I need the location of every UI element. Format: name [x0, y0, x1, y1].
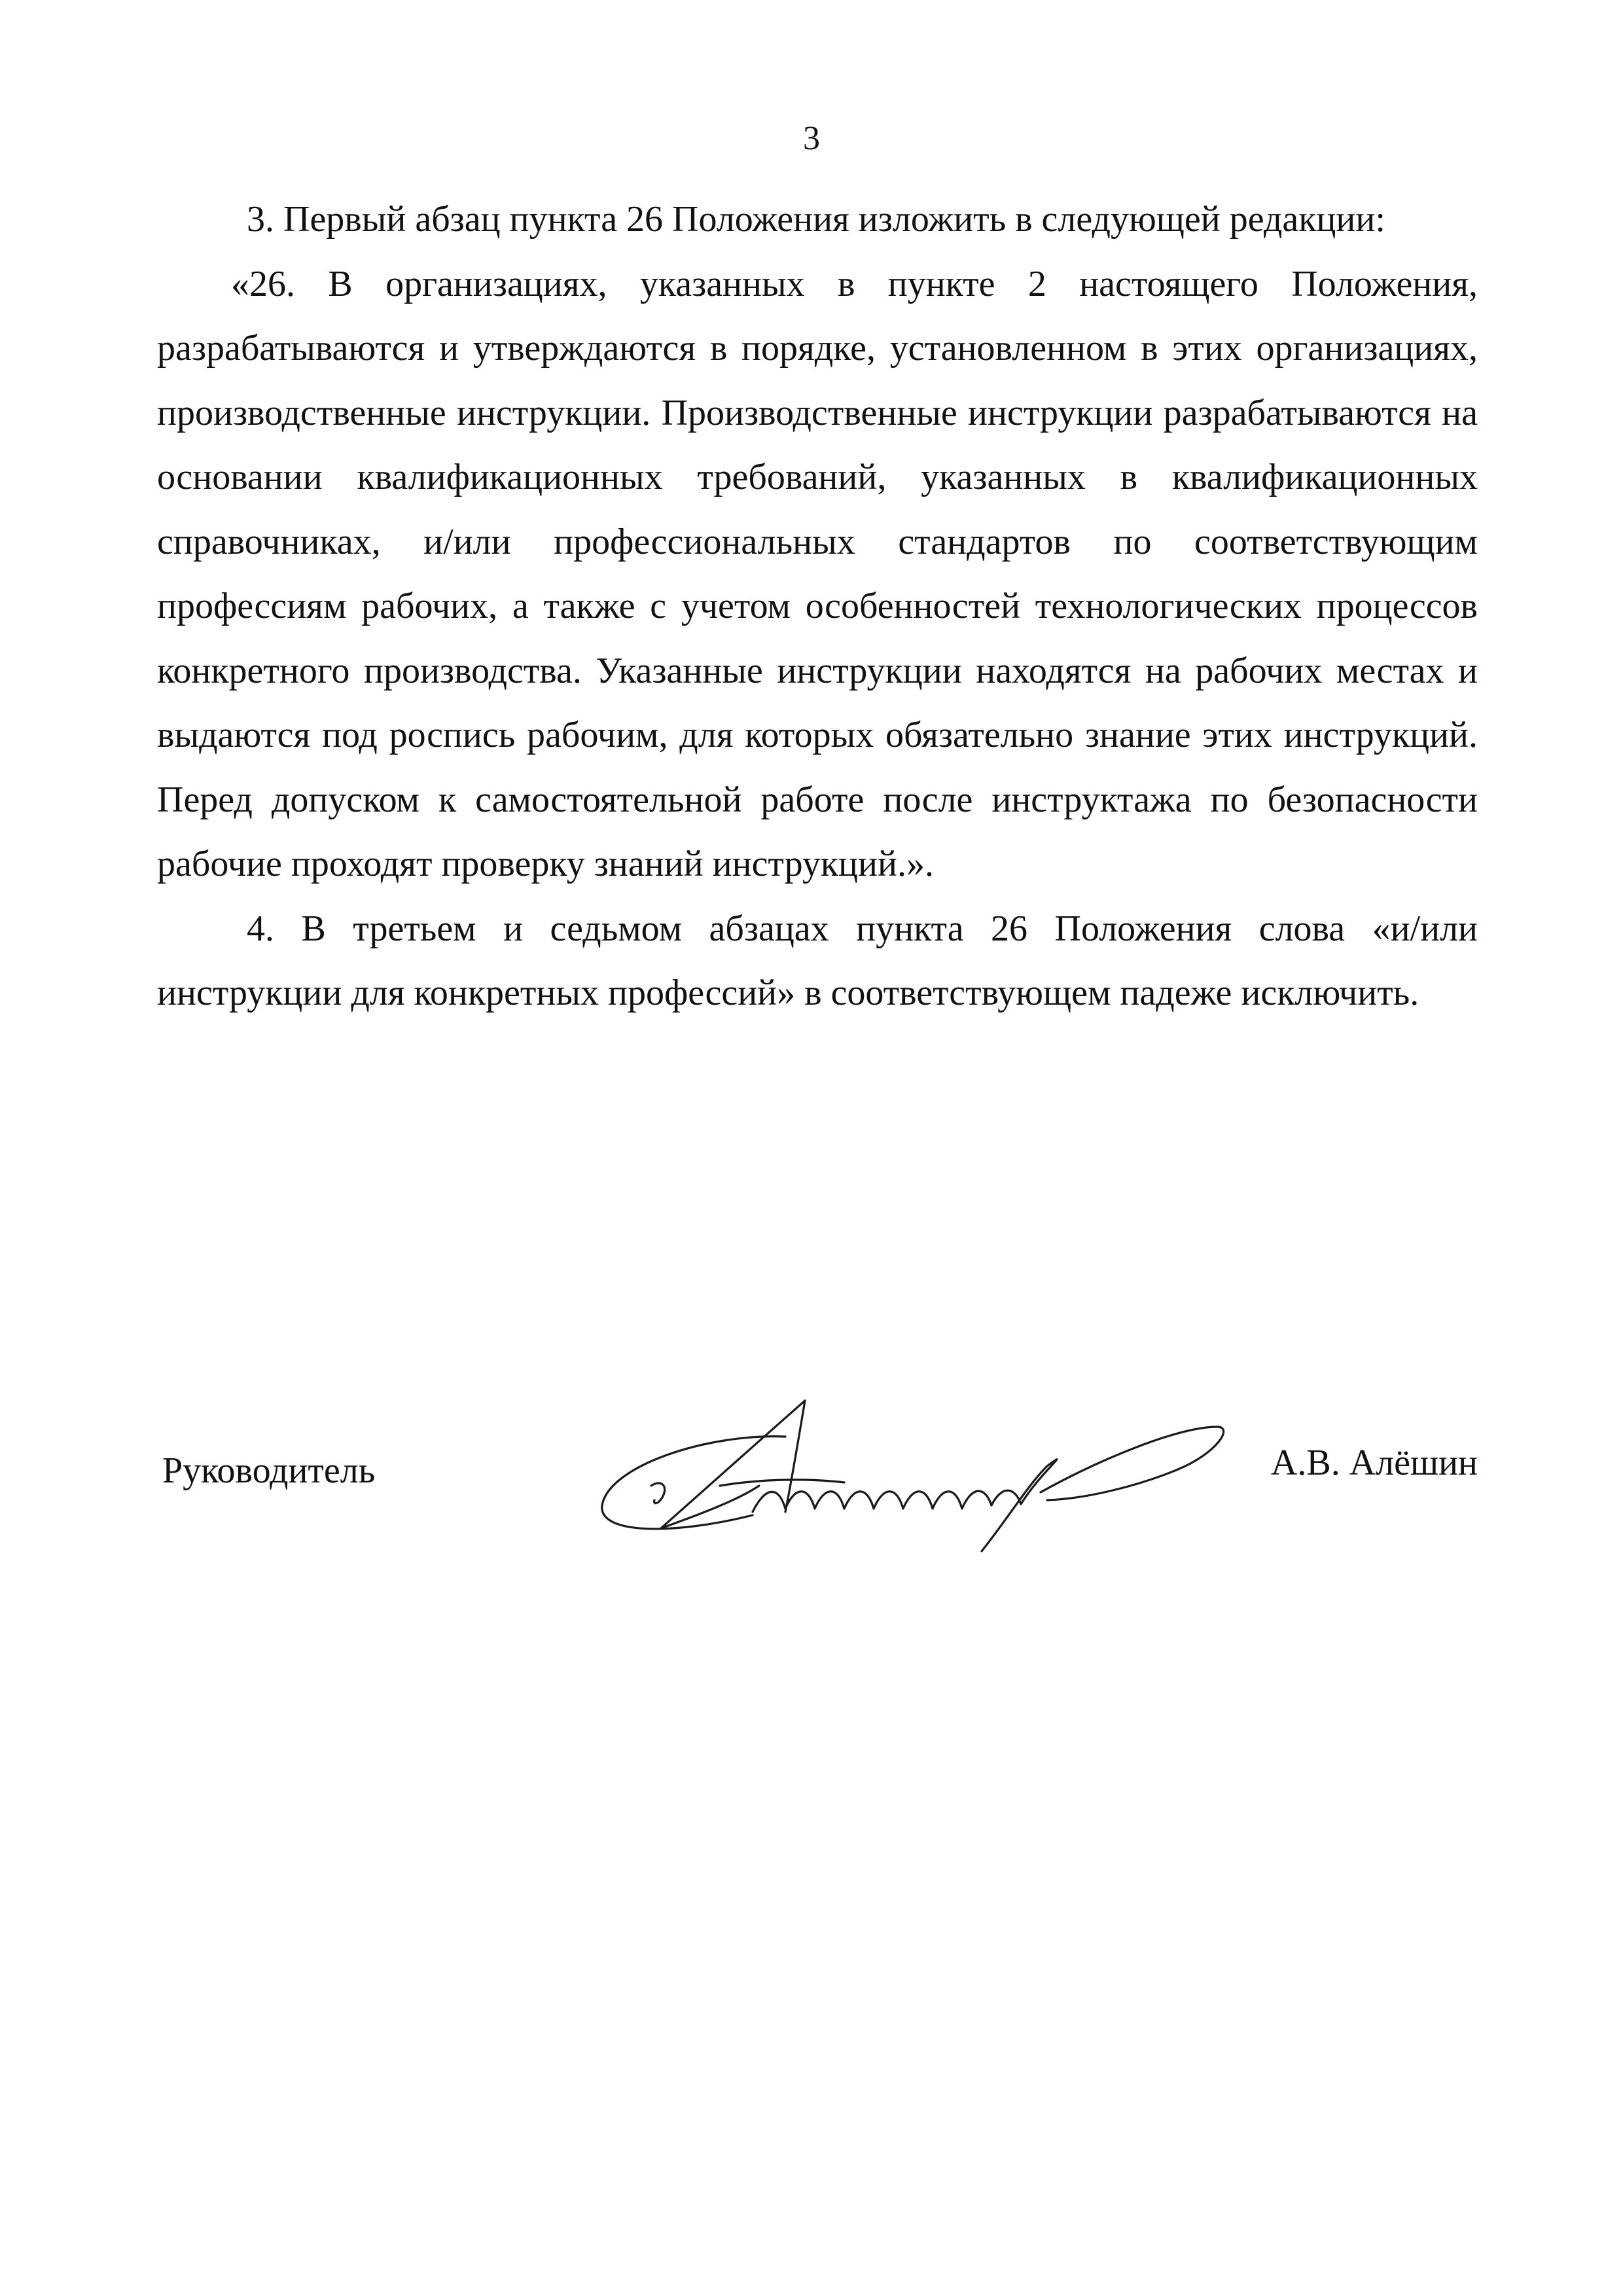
paragraph-amendment-4: 4. В третьем и седьмом абзацах пункта 26 Положения слова «и/или инструкции для конкретных профессий» в соответствующем падеже исключить. [157, 908, 1478, 1013]
document-body [157, 187, 1478, 1026]
signatory-role: Руководитель [162, 1450, 376, 1491]
page-number: 3 [803, 120, 820, 157]
signatory-name: А.В. Алёшин [1270, 1443, 1478, 1483]
paragraph-quoted-item-26: «26. В организациях, указанных в пункте 2 настоящего Положения, разрабатываются и утверждаются в порядке, установленном в этих организациях, производственные инструкции. Производственные инструкции разрабатываются на основании квалификационных требований, указанных в квалификационных справочниках, и/или профессиональных стандартов по соответствующим профессиям рабочих, а также с учетом особенностей технологических процессов конкретного производства. Указанные инструкции находятся на рабочих местах и выдаются под роспись рабочим, для которых обязательно знание этих инструкций. Перед допуском к самостоятельной работе после инструктажа по безопасности рабочие проходят проверку знаний инструкций.». [157, 263, 1478, 884]
signature-block [157, 1388, 1478, 1558]
paragraph-amendment-3: 3. Первый абзац пункта 26 Положения изложить в следующей редакции: [247, 199, 1385, 240]
handwritten-signature [589, 1388, 1243, 1558]
